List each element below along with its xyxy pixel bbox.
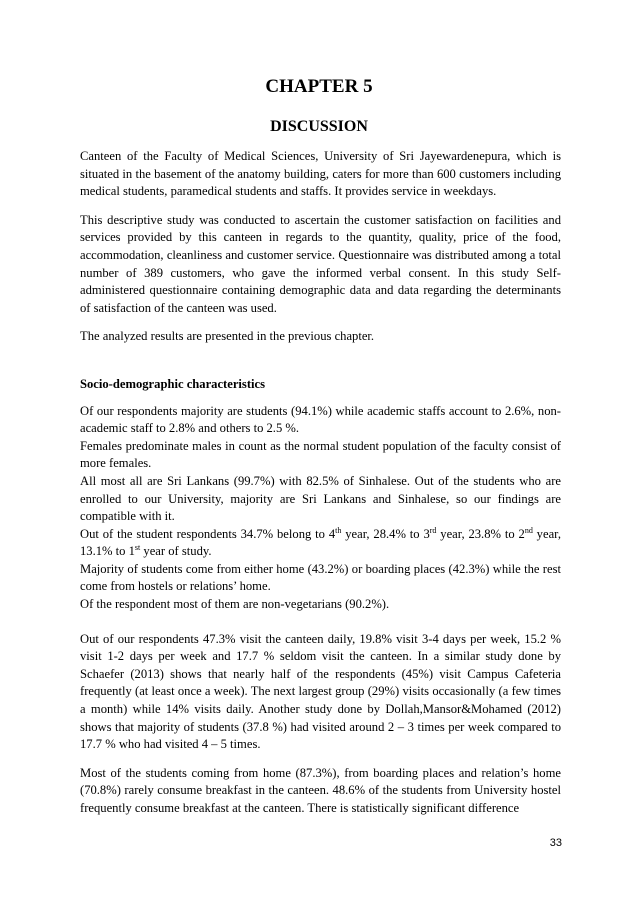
intro-paragraph-1: Canteen of the Faculty of Medical Sciences, University of Sri Jayewardenepura, which is situated in the basement of the anatomy building, caters for more than 600 customers including medical students, paramedical students and staffs. It provides service in weekdays. <box>80 149 561 199</box>
page-number: 33 <box>549 837 562 849</box>
breakfast-paragraph: Most of the students coming from home (87.3%), from boarding places and relation’s home (70.8%) rarely consume breakfast in the canteen. 48.6% of the students from University hostel frequently consume breakfast at the canteen. There is statistically significant difference <box>80 765 561 815</box>
socio-demographic-heading: Socio-demographic characteristics <box>80 376 266 391</box>
socio-paragraph-residence: Majority of students come from either home (43.2%) or boarding places (42.3%) while the rest come from hostels or relations’ home. <box>80 561 561 594</box>
visits-paragraph: Out of our respondents 47.3% visit the canteen daily, 19.8% visit 3-4 days per week, 15.2 % visit 1-2 days per week and 17.7 % seldom visit the canteen. In a similar study done by Schaefer (2013) shows that nearly half of the respondents (45%) visit Campus Cafeteria frequently (at least once a week). The next largest group (29%) visits occasionally (a few times a month) while 14% visits daily. Another study done by Dollah,Mansor&Mohamed (2012) shows that majority of students (37.8 %) had visited around 2 – 3 times per week compared to 17.7 % who had visited 4 – 5 times. <box>80 631 561 752</box>
socio-paragraph-year-of-study: Out of the student respondents 34.7% belong to 4th year, 28.4% to 3rd year, 23.8% to 2nd year, 13.1% to 1st year of study. <box>80 525 561 559</box>
chapter-heading: CHAPTER 5 <box>265 76 373 97</box>
body-text <box>80 148 561 818</box>
socio-paragraph-respondents: Of our respondents majority are students (94.1%) while academic staffs account to 2.6%, non-academic staff to 2.8% and others to 2.5 %. <box>80 403 561 436</box>
intro-paragraph-2: This descriptive study was conducted to ascertain the customer satisfaction on facilities and services provided by this canteen in regards to the quantity, quality, price of the food, accommodation, cleanliness and customer service. Questionnaire was distributed among a total number of 389 customers, who gave the informed verbal consent. In this study Self-administered questionnaire containing demographic data and data regarding the determinants of satisfaction of the canteen was used. <box>80 212 561 315</box>
socio-paragraph-diet: Of the respondent most of them are non-vegetarians (90.2%). <box>80 597 390 612</box>
intro-paragraph-3: The analyzed results are presented in the previous chapter. <box>80 329 375 344</box>
socio-paragraph-gender: Females predominate males in count as the normal student population of the faculty consist of more females. <box>80 438 561 471</box>
section-title: DISCUSSION <box>270 118 368 135</box>
socio-paragraph-ethnicity: All most all are Sri Lankans (99.7%) with 82.5% of Sinhalese. Out of the students who are enrolled to our University, majority are Sri Lankans and Sinhalese, so our findings are compatible with it. <box>80 473 561 524</box>
